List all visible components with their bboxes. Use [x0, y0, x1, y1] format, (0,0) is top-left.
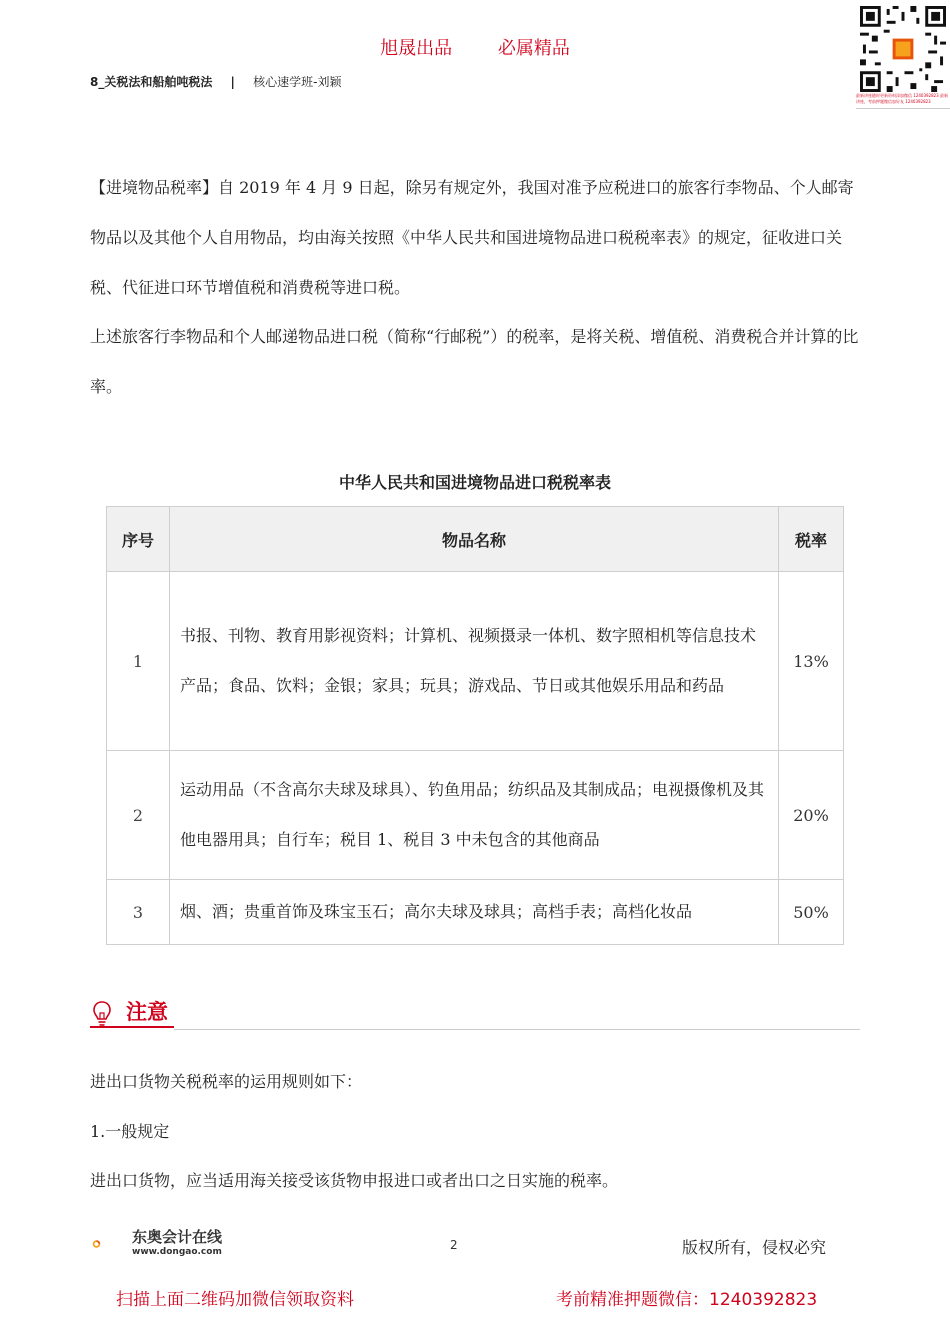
header-rate: 税率: [779, 507, 844, 572]
note-divider: [174, 1029, 860, 1030]
note-underline: [90, 1026, 174, 1028]
logo-name: 东奥会计在线: [132, 1228, 223, 1246]
row-num: 2: [107, 751, 170, 880]
banner-left: 旭晟出品: [380, 38, 453, 59]
table-row: [107, 880, 844, 945]
note-title: 注意: [126, 999, 168, 1024]
scan-qr-notice: 扫描上面二维码加微信领取资料: [116, 1290, 354, 1310]
row-rate: 13%: [779, 572, 844, 751]
course-name: 核心速学班-刘颖: [253, 75, 342, 89]
row-num: 1: [107, 572, 170, 751]
page-number: 2: [450, 1238, 458, 1252]
note-line-rule: 进出口货物，应当适用海关接受该货物申报进口或者出口之日实施的税率。: [90, 1171, 619, 1190]
paragraph-postal-tax: 上述旅客行李物品和个人邮递物品进口税（简称“行邮税”）的税率，是将关税、增值税、消费税合并计算的比率。: [90, 327, 859, 396]
qr-code-icon: [860, 6, 946, 92]
top-banner: [0, 34, 950, 60]
table-row: [107, 572, 844, 751]
qr-divider: [856, 108, 950, 109]
row-items: 烟、酒；贵重首饰及珠宝玉石；高尔夫球及球具；高档手表；高档化妆品: [170, 880, 779, 945]
header-num: 序号: [107, 507, 170, 572]
table-title: 中华人民共和国进境物品进口税税率表: [338, 473, 611, 492]
logo-url: www.dongao.com: [132, 1247, 222, 1257]
qr-caption: 最新讲座随时更新资料添加微信 1240392823 最新讲座，考前押题微信加好友 1240392823: [856, 93, 948, 104]
table-header-row: [107, 507, 844, 572]
lightbulb-icon: [92, 1000, 112, 1028]
row-num: 3: [107, 880, 170, 945]
note-line-intro: 进出口货物关税税率的运用规则如下：: [90, 1072, 363, 1091]
row-items: 书报、刊物、教育用影视资料；计算机、视频摄录一体机、数字照相机等信息技术产品；食品、饮料；金银；家具；玩具；游戏品、节日或其他娱乐用品和药品: [170, 572, 779, 751]
copyright-notice: 版权所有，侵权必究: [682, 1238, 827, 1257]
tax-rate-table: [106, 506, 844, 945]
row-items: 运动用品（不含高尔夫球及球具）、钓鱼用品；纺织品及其制成品；电视摄像机及其他电器用具；自行车；税目 1、税目 3 中未包含的其他商品: [170, 751, 779, 880]
wechat-contact: 考前精准押题微信：1240392823: [556, 1290, 818, 1310]
paragraph-import-rates: 【进境物品税率】自 2019 年 4 月 9 日起，除另有规定外，我国对准予应税进口的旅客行李物品、个人邮寄物品以及其他个人自用物品，均由海关按照《中华人民共和国进境物品进口税税率表》的规定，征收进口关税、代征进口环节增值税和消费税等进口税。: [90, 178, 854, 297]
dongao-logo-icon: [92, 1224, 132, 1264]
header-separator: |: [230, 75, 235, 89]
chapter-title: 8_关税法和船舶吨税法: [90, 75, 213, 89]
note-line-heading: 1.一般规定: [90, 1122, 170, 1141]
row-rate: 50%: [779, 880, 844, 945]
table-row: [107, 751, 844, 880]
header-name: 物品名称: [170, 507, 779, 572]
row-rate: 20%: [779, 751, 844, 880]
banner-right: 必属精品: [497, 38, 570, 59]
page-header: [90, 73, 341, 90]
